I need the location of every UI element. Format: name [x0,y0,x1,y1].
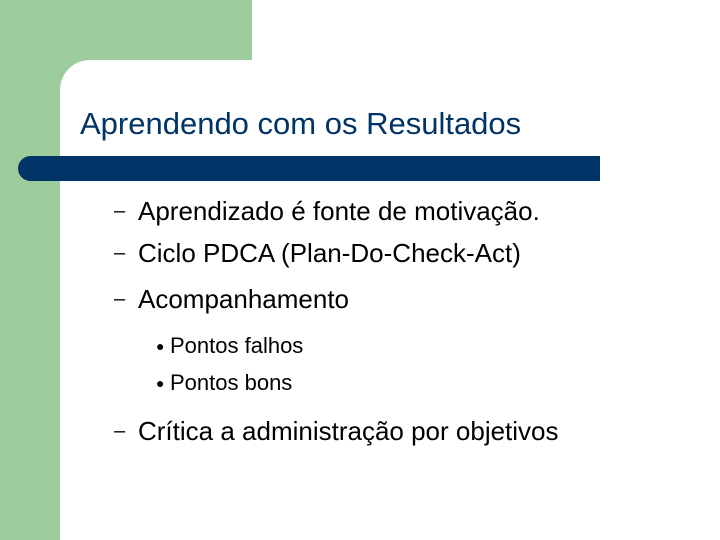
slide-title: Aprendendo com os Resultados [80,106,522,141]
dash-bullet-marker: – [114,288,126,310]
bullet-text: Aprendizado é fonte de motivação. [138,196,540,226]
sub-bullet-text: Pontos falhos [170,333,304,358]
dash-bullet-marker: – [114,242,126,264]
bullet-text: Ciclo PDCA (Plan-Do-Check-Act) [138,238,521,268]
sub-bullet-text: Pontos bons [170,370,293,395]
dash-bullet-marker: – [114,200,126,222]
bullet-text: Acompanhamento [138,284,350,314]
dot-bullet-marker: ● [156,338,165,354]
dot-bullet-marker: ● [156,375,165,391]
title-underline-bar [18,156,600,181]
dash-bullet-marker: – [114,420,126,442]
bullet-text: Crítica a administração por objetivos [138,416,559,446]
decorative-green-strip [0,0,60,540]
